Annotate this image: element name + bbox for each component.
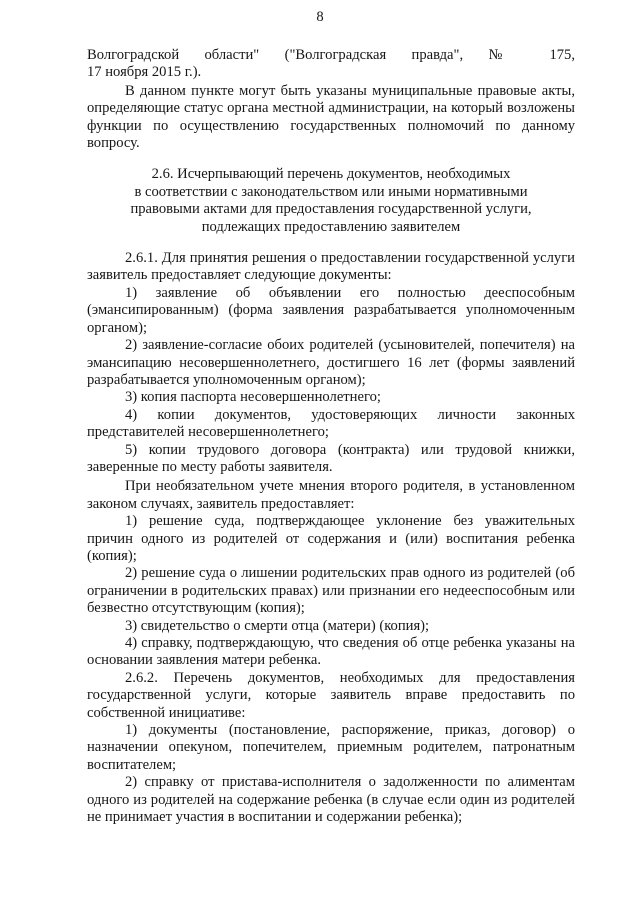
list-item: 2) справку от пристава-исполнителя о задолженности по алиментам одного из родителей на содержание ребенка (в случае если один из родителей не принимает участия в воспитании и содержании ребенка);: [87, 774, 575, 826]
list-item: 1) документы (постановление, распоряжение, приказ, договор) о назначении опекуном, попечителем, приемным родителем, патронатным воспитателем;: [87, 722, 575, 773]
heading-line-4: подлежащих предоставлению заявителем: [201, 218, 461, 235]
heading-line-1: 2.6. Исчерпывающий перечень документов, необходимых: [151, 166, 511, 183]
list-item: 1) решение суда, подтверждающее уклонение без уважительных причин одного из родителей от содержания и (или) воспитания ребенка (копия);: [87, 513, 575, 564]
intro-line-1: Волгоградской области" ("Волгоградская правда", № 175,: [87, 47, 575, 63]
section-2-6-2-lead: 2.6.2. Перечень документов, необходимых для предоставления государственной услуги, которые заявитель вправе предоставить по собственной инициативе:: [87, 669, 575, 721]
section-2-6-1-lead: 2.6.1. Для принятия решения о предоставлении государственной услуги заявитель предоставляет следующие документы:: [87, 250, 575, 284]
list-item: 4) справку, подтверждающую, что сведения об отце ребенка указаны на основании заявления матери ребенка.: [87, 635, 575, 669]
list-item: 3) свидетельство о смерти отца (матери) (копия);: [125, 617, 430, 634]
second-parent-lead: При необязательном учете мнения второго родителя, в установленном законом случаях, заявитель предоставляет:: [87, 478, 575, 512]
heading-line-3: правовыми актами для предоставления государственной услуги,: [130, 201, 532, 218]
list-item: 2) решение суда о лишении родительских прав одного из родителей (об ограничении в родительских правах) или признании его недееспособным или безвестно отсутствующим (копия);: [87, 565, 575, 617]
list-item: 2) заявление-согласие обоих родителей (усыновителей, попечителя) на эмансипацию несовершеннолетнего, достигшего 16 лет (формы заявлений разрабатывается уполномоченным органом);: [87, 337, 575, 388]
list-item: 4) копии документов, удостоверяющих личности законных представителей несовершеннолетнего;: [87, 406, 575, 441]
page-content: [87, 47, 575, 826]
section-heading: [87, 166, 575, 236]
list-item: 1) заявление об объявлении его полностью дееспособным (эмансипированным) (форма заявления разрабатывается уполномоченным органом);: [87, 284, 575, 336]
list-item: 5) копии трудового договора (контракта) или трудовой книжки, заверенные по месту работы заявителя.: [87, 441, 575, 475]
list-item: 3) копия паспорта несовершеннолетнего;: [125, 389, 381, 406]
page-number: 8: [316, 9, 324, 25]
intro-line-2: 17 ноября 2015 г.).: [87, 64, 202, 81]
intro-note: В данном пункте могут быть указаны муниципальные правовые акты, определяющие статус органа местной администрации, на который возложены функции по осуществлению государственных полномочий по данному вопросу.: [87, 82, 575, 152]
heading-line-2: в соответствии с законодательством или иными нормативными: [134, 183, 528, 200]
intro-continuation-end: [87, 64, 575, 81]
intro-continuation: [87, 47, 575, 64]
